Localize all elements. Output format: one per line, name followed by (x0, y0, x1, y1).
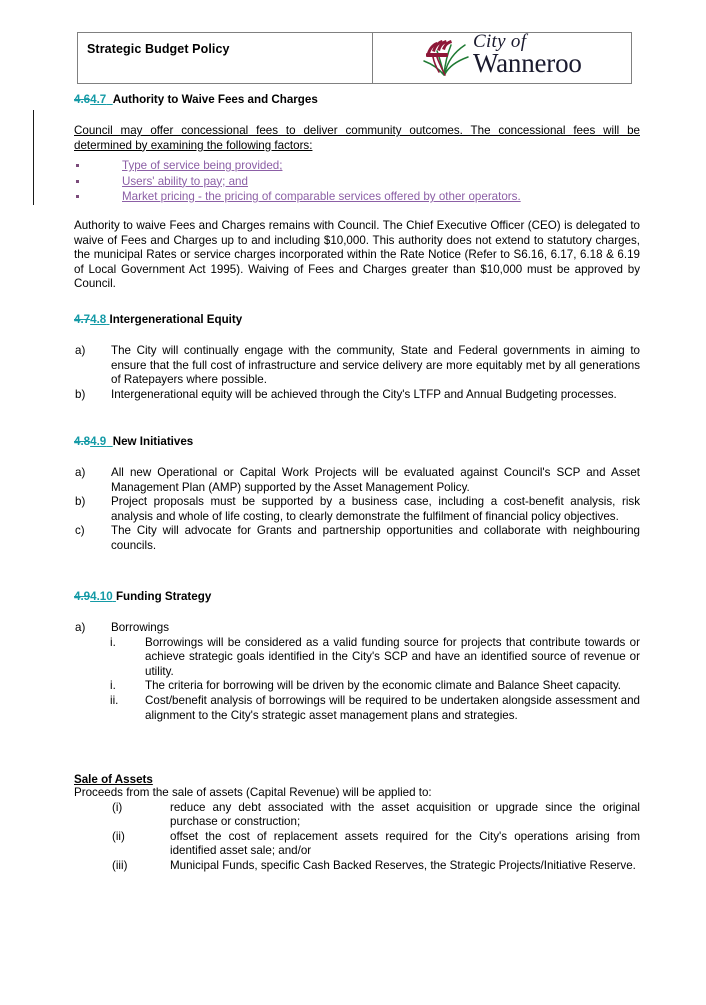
section-number-inserted: 4.10 (90, 590, 113, 603)
list-marker: ii. (110, 693, 119, 707)
list-item-text: Cost/benefit analysis of borrowings will be required to be undertaken alongside assessment and alignment to the City's strategic asset management plans and strategies. (145, 693, 640, 722)
inserted-intro-paragraph (74, 124, 640, 153)
section-authority-to-waive (74, 93, 640, 106)
section-title: Intergenerational Equity (109, 313, 243, 326)
alpha-list (74, 344, 640, 402)
list-item (74, 679, 640, 694)
list-item (74, 388, 640, 403)
logo-line-city-of: City of (473, 31, 527, 52)
square-bullet-icon (76, 195, 79, 198)
section-heading-new-initiatives (74, 435, 640, 448)
list-item (74, 524, 640, 553)
section-funding-strategy (74, 590, 640, 603)
list-item (74, 344, 640, 388)
header-title-cell (78, 33, 373, 83)
sale-of-assets-heading: Sale of Assets (74, 773, 153, 786)
list-item (74, 621, 640, 636)
section-intergenerational-equity (74, 313, 640, 326)
list-marker: (i) (112, 800, 123, 814)
section-number-inserted: 4.8 (90, 313, 107, 326)
alpha-list (74, 466, 640, 554)
list-marker: a) (75, 621, 86, 634)
document-header-table (77, 32, 632, 84)
list-item-text: Borrowings (111, 621, 169, 634)
list-item (74, 466, 640, 495)
list-marker: a) (75, 344, 86, 357)
list-item-text: All new Operational or Capital Work Projects will be evaluated against Council's SCP and Asset Management Plan (AMP) supported by the Asset Management Policy. (111, 466, 640, 494)
section-heading-funding-strategy (74, 590, 640, 603)
intergenerational-equity-list (74, 344, 640, 402)
tracked-change-bar (33, 110, 34, 205)
inserted-bullet-list (74, 158, 640, 205)
logo-wrapper (415, 31, 630, 85)
alpha-list (74, 621, 640, 636)
list-item-text: The City will continually engage with the community, State and Federal governments in aiming to ensure that the full cost of infrastructure and service delivery are more equitably met by all generations of Ratepayers where possible. (111, 344, 640, 387)
kangaroo-paw-logo-icon (415, 33, 473, 81)
list-item-text: offset the cost of replacement assets required for the City's operations arising from identified asset sale; and/or (170, 829, 640, 858)
bullet-text: Market pricing - the pricing of comparable services offered by other operators. (122, 190, 521, 203)
list-marker: c) (75, 524, 85, 538)
list-marker: (iii) (112, 858, 128, 872)
list-item (74, 174, 640, 190)
new-initiatives-list (74, 466, 640, 554)
section-heading-authority-to-waive (74, 93, 640, 106)
list-marker: (ii) (112, 829, 125, 843)
section-number-inserted: 4.7 (90, 93, 107, 106)
logo-text (473, 31, 582, 77)
section-title: Funding Strategy (115, 590, 212, 603)
square-bullet-icon (76, 180, 79, 183)
square-bullet-icon (76, 164, 79, 167)
list-marker: b) (75, 387, 86, 401)
list-item-text: The City will advocate for Grants and partnership opportunities and collaborate with neighbouring councils. (111, 524, 640, 552)
list-item-text: reduce any debt associated with the asset acquisition or upgrade since the original purchase or construction; (170, 800, 640, 829)
list-item-text: The criteria for borrowing will be driven by the economic climate and Balance Sheet capacity. (145, 679, 622, 693)
list-item-text: Borrowings will be considered as a valid funding source for projects that contribute towards or achieve strategic goals identified in the City's SCP and have an identified source of revenue or utility. (145, 635, 640, 678)
section-number-deleted: 4.6 (74, 93, 91, 106)
body-text: Authority to waive Fees and Charges remains with Council. The Chief Executive Officer (CEO) is delegated to waive of Fees and Charges up to and including $10,000. This authority does not extend to statutory charges, the municipal Rates or service charges incorporated within the Rate Notice (Refer to S6.16, 6.17, 6.18 & 6.19 of Local Government Act 1995). Waiving of Fees and Charges greater than $10,000 must be approved by Council. (74, 219, 640, 291)
list-marker: b) (75, 495, 86, 509)
list-item-text: Municipal Funds, specific Cash Backed Reserves, the Strategic Projects/Initiative Reserve. (170, 858, 636, 872)
section-number-inserted: 4.9 (90, 435, 107, 448)
list-item (74, 859, 640, 874)
sale-of-assets-intro: Proceeds from the sale of assets (Capital Revenue) will be applied to: (74, 786, 432, 799)
list-item (74, 694, 640, 723)
list-item (74, 636, 640, 680)
list-marker: i. (110, 635, 116, 649)
section-new-initiatives (74, 435, 640, 448)
bullet-text: Users' ability to pay; and (122, 174, 248, 188)
list-item (74, 830, 640, 859)
inserted-intro-text: Council may offer concessional fees to deliver community outcomes. The concessional fees will be determined by examining the following factors: (74, 124, 640, 152)
header-logo-cell (373, 33, 631, 83)
authority-body-paragraph (74, 219, 640, 292)
funding-strategy-borrowings (74, 621, 640, 723)
section-heading-intergenerational-equity (74, 313, 640, 326)
list-marker: a) (75, 466, 86, 479)
logo-line-wanneroo: Wanneroo (473, 48, 582, 78)
paren-list (74, 801, 640, 874)
section-number-deleted: 4.9 (74, 590, 91, 603)
list-item-text: Project proposals must be supported by a business case, including a cost-benefit analysis, risk analysis and whole of life costing, to clearly demonstrate the fulfilment of financial policy objectives. (111, 495, 640, 523)
section-title: Authority to Waive Fees and Charges (112, 93, 318, 106)
roman-list (74, 636, 640, 724)
list-item (74, 801, 640, 830)
list-item (74, 495, 640, 524)
list-item (74, 189, 640, 205)
section-number-deleted: 4.8 (74, 435, 91, 448)
page-title: Strategic Budget Policy (87, 42, 230, 56)
bullet-text: Type of service being provided; (122, 159, 283, 172)
section-sale-of-assets (74, 773, 640, 874)
list-item-text: Intergenerational equity will be achieved through the City's LTFP and Annual Budgeting processes. (111, 387, 617, 401)
list-marker: i. (110, 679, 116, 693)
bullet-list (74, 158, 640, 205)
list-item (74, 158, 640, 174)
section-title: New Initiatives (112, 435, 194, 448)
section-number-deleted: 4.7 (74, 313, 91, 326)
